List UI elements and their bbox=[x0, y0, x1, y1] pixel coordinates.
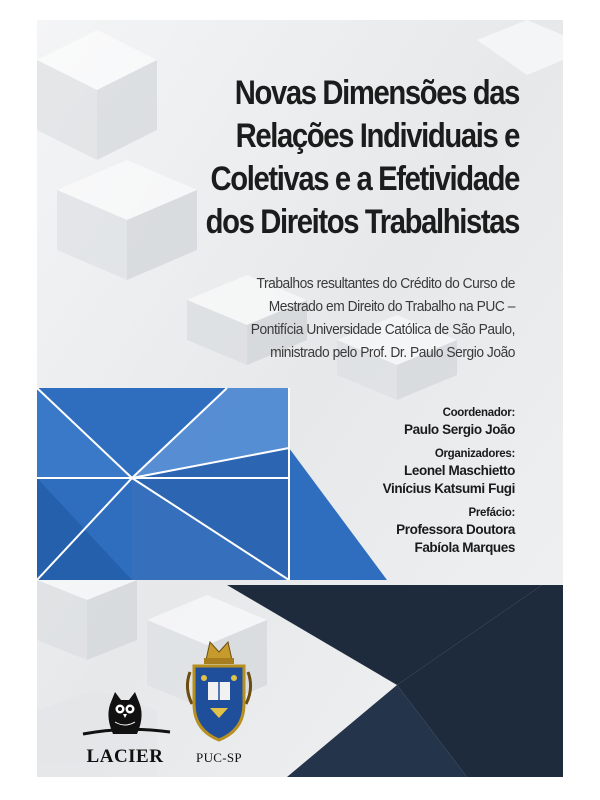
subtitle-line: ministrado pelo Prof. Dr. Paulo Sergio João bbox=[270, 344, 515, 361]
title-line: dos Direitos Trabalhistas bbox=[205, 203, 519, 241]
preface-name: Professora Doutora bbox=[396, 522, 515, 537]
coordinator-name: Paulo Sergio João bbox=[404, 422, 515, 437]
title-line: Relações Individuais e bbox=[235, 117, 519, 155]
subtitle-line: Mestrado em Direito do Trabalho na PUC – bbox=[268, 298, 515, 315]
book-title bbox=[79, 72, 519, 244]
preface-role: Prefácio: bbox=[468, 507, 515, 519]
credits-block bbox=[275, 406, 515, 557]
subtitle-line: Trabalhos resultantes do Crédito do Curso de bbox=[256, 275, 515, 292]
coordinator-role: Coordenador: bbox=[442, 407, 515, 419]
publisher-logo bbox=[75, 676, 175, 772]
title-line: Coletivas e a Efetividade bbox=[210, 160, 519, 198]
institution-name: PUC-SP bbox=[196, 750, 242, 765]
book-subtitle bbox=[95, 272, 515, 364]
institution-seal bbox=[180, 638, 258, 768]
organizer-name: Leonel Maschietto bbox=[404, 463, 515, 478]
organizers-role: Organizadores: bbox=[434, 448, 515, 460]
book-cover bbox=[37, 20, 563, 777]
subtitle-line: Pontifícia Universidade Católica de São Paulo, bbox=[250, 321, 515, 338]
publisher-name: LACIER bbox=[86, 746, 164, 767]
organizer-name: Vinícius Katsumi Fugi bbox=[382, 481, 515, 496]
owl-icon bbox=[75, 676, 175, 746]
title-line: Novas Dimensões das bbox=[234, 74, 519, 112]
preface-name: Fabíola Marques bbox=[414, 540, 515, 555]
crest-icon bbox=[180, 638, 258, 746]
